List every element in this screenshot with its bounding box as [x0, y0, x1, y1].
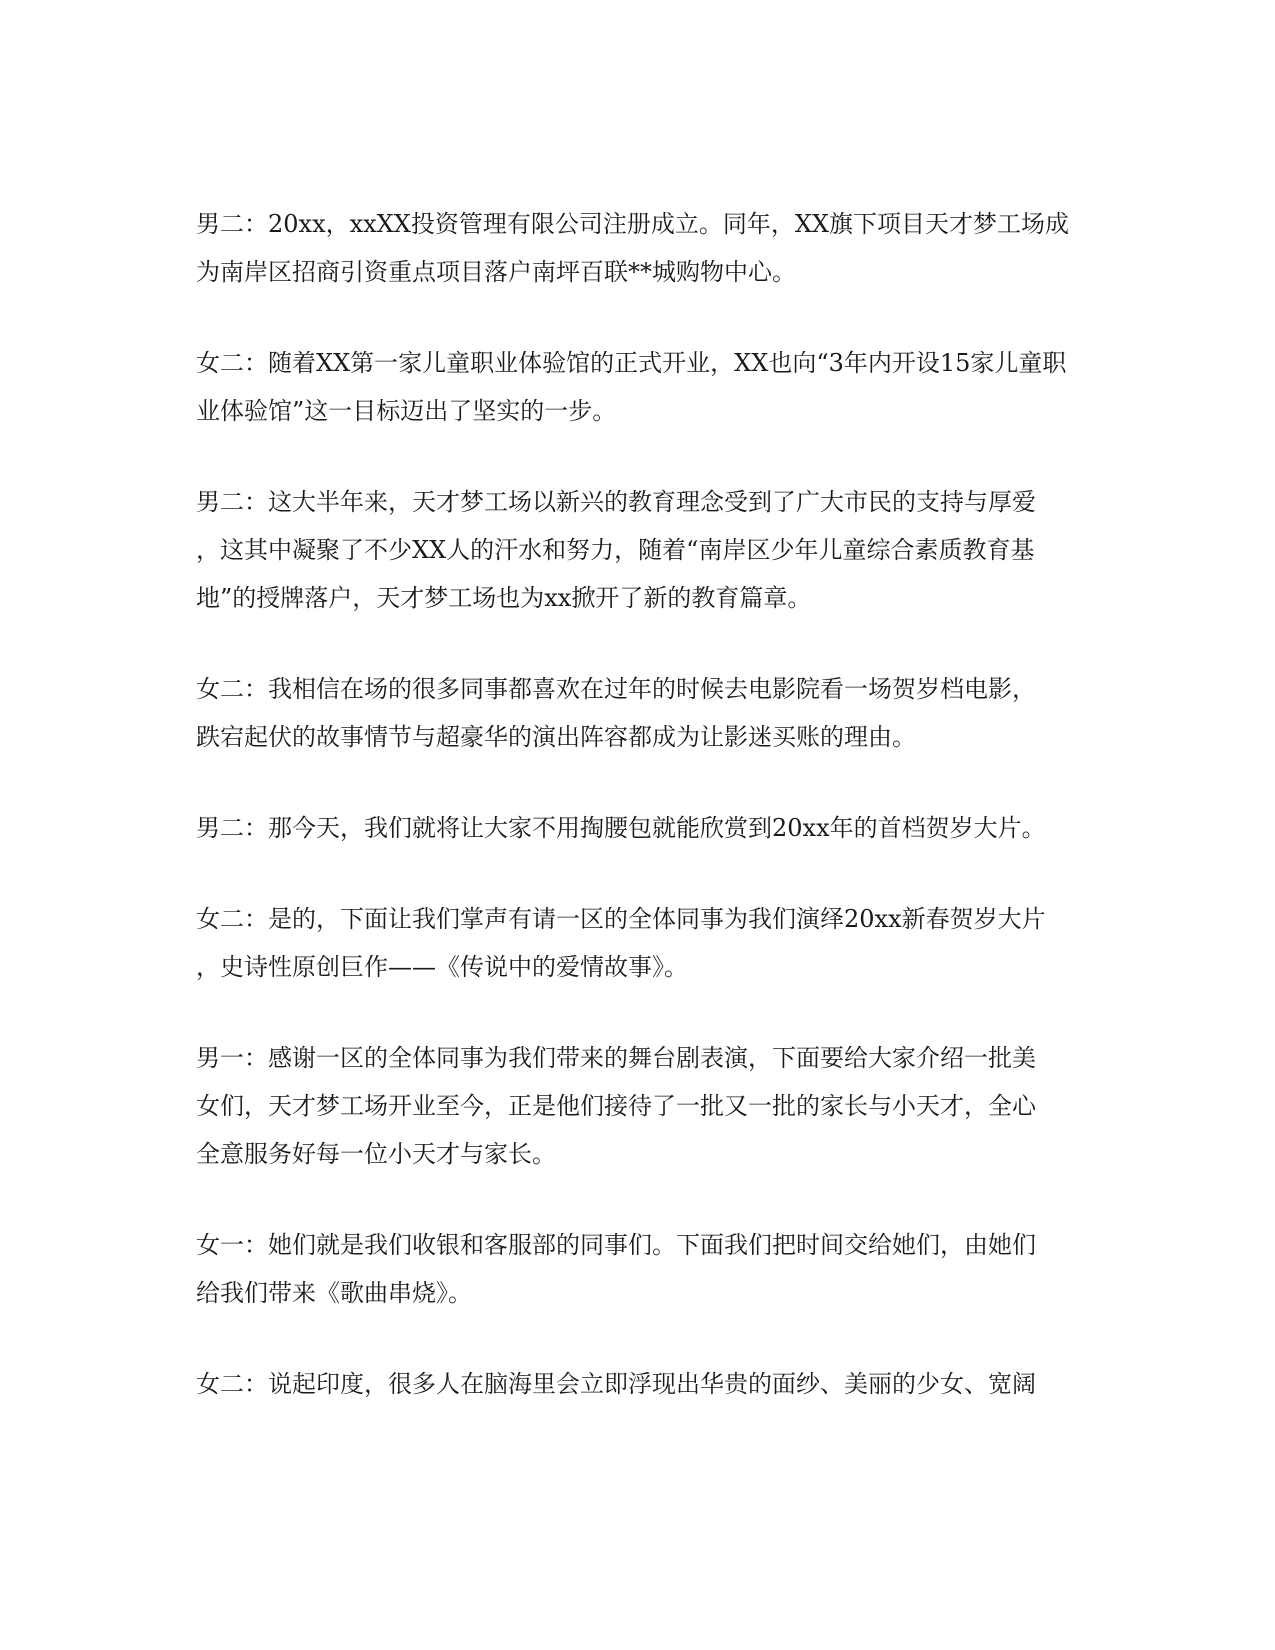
- text-line: 女二：是的，下面让我们掌声有请一区的全体同事为我们演绎20xx新春贺岁大片: [196, 905, 1046, 933]
- text-line: 男二：这大半年来，天才梦工场以新兴的教育理念受到了广大市民的支持与厚爱: [196, 488, 1036, 516]
- text-line: 女二：随着XX第一家儿童职业体验馆的正式开业，XX也向“3年内开设15家儿童职: [196, 349, 1067, 377]
- paragraph-8: [196, 1221, 1096, 1317]
- paragraph-1: [196, 200, 1096, 296]
- text-line: 为南岸区招商引资重点项目落户南坪百联**城购物中心。: [196, 258, 796, 286]
- text-line: ，这其中凝聚了不少XX人的汗水和努力，随着“南岸区少年儿童综合素质教育基: [196, 536, 1035, 564]
- text-line: 全意服务好每一位小天才与家长。: [196, 1140, 556, 1168]
- text-line: 地”的授牌落户，天才梦工场也为xx掀开了新的教育篇章。: [196, 584, 812, 612]
- text-line: 男二：那今天，我们就将让大家不用掏腰包就能欣赏到20xx年的首档贺岁大片。: [196, 814, 1046, 842]
- text-line: 男二：20xx，xxXX投资管理有限公司注册成立。同年，XX旗下项目天才梦工场成: [196, 210, 1070, 238]
- paragraph-4: [196, 665, 1096, 761]
- paragraph-7: [196, 1034, 1096, 1178]
- text-line: 男一：感谢一区的全体同事为我们带来的舞台剧表演，下面要给大家介绍一批美: [196, 1044, 1036, 1072]
- text-line: 女一：她们就是我们收银和客服部的同事们。下面我们把时间交给她们，由她们: [196, 1231, 1036, 1259]
- paragraph-6: [196, 895, 1096, 991]
- text-line: 跌宕起伏的故事情节与超豪华的演出阵容都成为让影迷买账的理由。: [196, 723, 916, 751]
- text-line: 女二：我相信在场的很多同事都喜欢在过年的时候去电影院看一场贺岁档电影，: [196, 675, 1036, 703]
- paragraph-2: [196, 339, 1096, 435]
- text-line: 给我们带来《歌曲串烧》。: [196, 1279, 472, 1307]
- paragraph-9: [196, 1360, 1096, 1408]
- paragraph-5: [196, 804, 1096, 852]
- text-line: 女二：说起印度，很多人在脑海里会立即浮现出华贵的面纱、美丽的少女、宽阔: [196, 1370, 1036, 1398]
- text-line: 业体验馆”这一目标迈出了坚实的一步。: [196, 397, 617, 425]
- text-line: ，史诗性原创巨作——《传说中的爱情故事》。: [196, 953, 688, 981]
- paragraph-3: [196, 478, 1096, 622]
- text-line: 女们，天才梦工场开业至今，正是他们接待了一批又一批的家长与小天才，全心: [196, 1092, 1036, 1120]
- document-body: [196, 200, 1096, 1451]
